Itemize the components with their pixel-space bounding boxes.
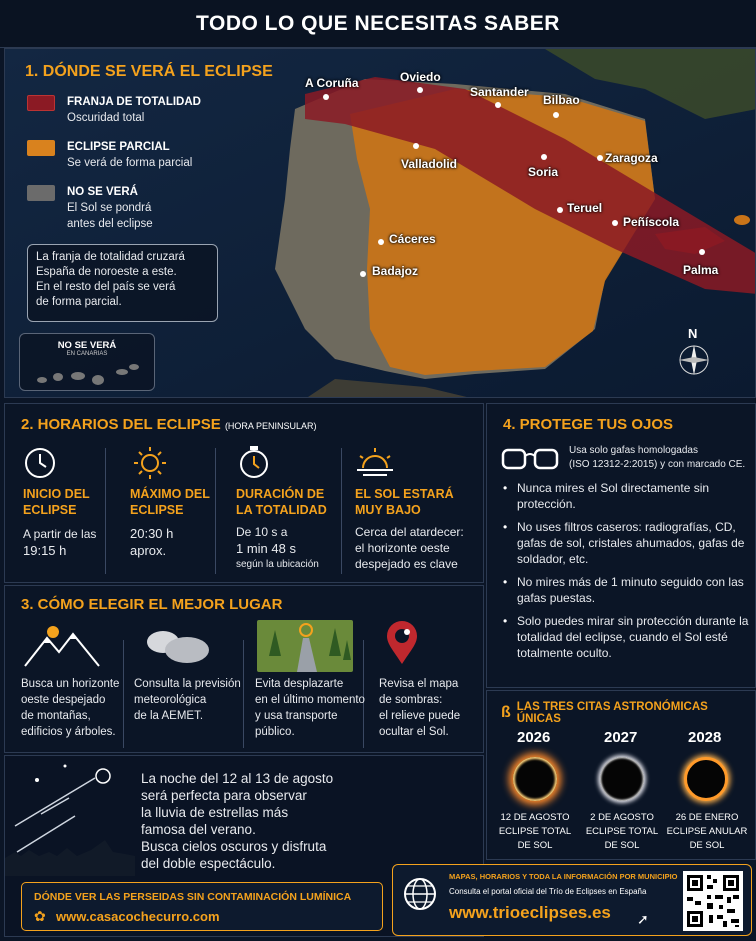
schedule-title: ECLIPSE (23, 503, 77, 517)
event-info (574, 811, 670, 853)
trio-logo-icon: ß (501, 704, 511, 721)
schedule-value: 20:30 h (130, 526, 174, 541)
legend-none-desc1: El Sol se pondrá (67, 202, 152, 214)
city-label: Palma (683, 263, 719, 277)
section1-heading: 1. DÓNDE SE VERÁ EL ECLIPSE (25, 63, 273, 80)
event-info (487, 811, 583, 853)
legend-partial-title: ECLIPSE PARCIAL (67, 141, 170, 153)
city-dot (553, 112, 559, 118)
map-pin-icon (385, 620, 419, 666)
section3-heading: 3. CÓMO ELEGIR EL MEJOR LUGAR (21, 596, 283, 613)
city-label: Cáceres (389, 232, 436, 246)
tip-line: público. (255, 726, 295, 738)
canarias-label: NO SE VERÁ (57, 340, 117, 351)
event-type: ECLIPSE ANULAR (666, 826, 748, 837)
city-dot (597, 155, 603, 161)
section4-heading: 4. PROTEGE TUS OJOS (503, 416, 674, 433)
page-title: TODO LO QUE NECESITAS SABER (196, 12, 560, 35)
compass-n-label: N (688, 326, 698, 341)
legend-swatch-none (27, 185, 55, 201)
event-year: 2027 (604, 729, 638, 746)
tip-text (21, 676, 119, 740)
event-type: ECLIPSE TOTAL (585, 826, 659, 837)
tip-line: Consulta la previsión (134, 678, 241, 690)
city-dot (699, 249, 705, 255)
tip-line: de montañas, (21, 710, 91, 722)
trio-heading-row (501, 701, 755, 725)
perseids-line: la lluvia de estrellas más (141, 805, 289, 820)
meteor-shower-icon (5, 756, 135, 876)
list-item: • No mires más de 1 minuto seguido con las gafas puestas. (503, 574, 749, 606)
legend-none-desc2: antes del eclipse (67, 218, 153, 230)
divider (215, 448, 216, 574)
event-year: 2028 (688, 729, 722, 746)
divider (123, 640, 124, 748)
perseids-text (141, 770, 333, 872)
total-eclipse-icon (600, 757, 644, 801)
city-label: Oviedo (400, 70, 441, 84)
stopwatch-icon (237, 444, 271, 480)
schedule-value: A partir de las (23, 527, 97, 541)
event-date: 26 DE ENERO (675, 812, 739, 823)
canarias-islands (30, 360, 146, 388)
event-info (659, 811, 755, 853)
leaf-icon: ✿ (34, 908, 46, 924)
city-dot (323, 94, 329, 100)
schedule-section (4, 403, 484, 583)
schedule-value: aprox. (130, 543, 167, 558)
schedule-value: Cerca del atardecer: (355, 525, 464, 539)
schedule-title: ECLIPSE (130, 503, 184, 517)
schedule-title: EL SOL ESTARÁ (355, 487, 454, 501)
legend-none-title: NO SE VERÁ (67, 186, 138, 198)
section2-heading-sub: (HORA PENINSULAR) (224, 421, 317, 431)
trio-heading: LAS TRES CITAS ASTRONÓMICAS ÚNICAS (516, 701, 708, 725)
tip-line: Busca un horizonte (21, 678, 120, 690)
list-item: • Nunca mires el Sol directamente sin protección. (503, 480, 749, 512)
schedule-value: despejado es clave (355, 557, 458, 571)
section2-heading (21, 416, 316, 433)
road-icon (257, 620, 353, 672)
city-label: Badajoz (372, 264, 419, 278)
tip-line: oeste despejado (21, 694, 106, 706)
title-bar (0, 0, 756, 48)
schedule-value: De 10 s a (236, 525, 288, 539)
tip-text (134, 676, 241, 724)
tip-line: Evita desplazarte (255, 678, 344, 690)
tip-line: Revisa el mapa (379, 678, 459, 690)
tip-line: ocultar el Sol. (379, 726, 449, 738)
legend-totality-title: FRANJA DE TOTALIDAD (67, 96, 201, 108)
schedule-value: 19:15 h (23, 543, 67, 558)
glasses-note (569, 444, 745, 472)
portal-sub: Consulta el portal oficial del Trío de Eclipses en España (449, 887, 647, 896)
portal-title: MAPAS, HORARIOS Y TODA LA INFORMACIÓN POR MUNICIPIO (449, 872, 678, 881)
map-section (4, 48, 756, 398)
event-year: 2026 (517, 729, 551, 746)
glasses-line: Usa solo gafas homologadas (569, 445, 698, 456)
tip-text (379, 676, 460, 740)
map-note-line: de forma parcial. (36, 296, 122, 308)
city-label: Teruel (567, 201, 603, 215)
tip-line: el relieve puede (379, 710, 461, 722)
perseids-line: será perfecta para observar (141, 788, 307, 803)
glasses-line: (ISO 12312-2:2015) y con marcado CE. (569, 459, 746, 470)
city-dot (495, 102, 501, 108)
cursor-icon: ➚ (637, 911, 649, 927)
compass-icon (677, 343, 711, 377)
city-label: Santander (470, 85, 529, 99)
schedule-title: MUY BAJO (355, 503, 421, 517)
qr-code-icon[interactable] (683, 871, 743, 931)
tip-line: meteorológica (134, 694, 207, 706)
divider (243, 640, 244, 748)
cloud-icon (141, 626, 213, 666)
tip-line: de la AEMET. (134, 710, 204, 722)
eye-protection-section (486, 403, 756, 688)
city-label: Soria (528, 165, 559, 179)
schedule-title: INICIO DEL (23, 487, 90, 501)
mountain-icon (23, 620, 101, 668)
tip-line: en el último momento (255, 694, 365, 706)
event-type: ECLIPSE TOTAL (498, 826, 572, 837)
city-dot (417, 87, 423, 93)
globe-icon (403, 877, 437, 911)
city-dot (557, 207, 563, 213)
legend-swatch-partial (27, 140, 55, 156)
perseids-link-title: DÓNDE VER LAS PERSEIDAS SIN CONTAMINACIÓN LUMÍNICA (34, 891, 352, 903)
sunset-icon (355, 446, 395, 480)
total-eclipse-icon (513, 757, 557, 801)
divider (105, 448, 106, 574)
city-dot (360, 271, 366, 277)
perseids-line: Busca cielos oscuros y disfruta (141, 839, 327, 854)
event-date: 2 DE AGOSTO (590, 812, 654, 823)
legend-swatch-totality (27, 95, 55, 111)
glasses-icon (499, 446, 561, 472)
trio-section (486, 690, 756, 860)
section2-heading-text: 2. HORARIOS DEL ECLIPSE (21, 416, 221, 433)
portal-url[interactable]: www.trioeclipses.es (449, 903, 611, 922)
list-item: • No uses filtros caseros: radiografías, CD, gafas de sol, cristales ahumados, gafas de soldador, etc. (503, 519, 749, 567)
clock-icon (23, 446, 57, 480)
city-label: Valladolid (401, 157, 458, 171)
location-section (4, 585, 484, 753)
city-label: Bilbao (543, 93, 580, 107)
canarias-sub: EN CANARIAS (66, 351, 108, 357)
map-note-line: La franja de totalidad cruzará (36, 251, 185, 263)
schedule-title: LA TOTALIDAD (236, 503, 327, 517)
city-dot (378, 239, 384, 245)
schedule-note: según la ubicación (236, 559, 319, 570)
city-label: A Coruña (305, 76, 359, 90)
schedule-value: 1 min 48 s (236, 541, 296, 556)
portal-link-box[interactable] (392, 864, 752, 936)
legend-partial-desc: Se verá de forma parcial (67, 157, 193, 169)
city-dot (413, 143, 419, 149)
event-type: DE SOL (689, 840, 725, 851)
schedule-title: MÁXIMO DEL (130, 487, 210, 501)
event-type: DE SOL (517, 840, 553, 851)
perseids-line: famosa del verano. (141, 822, 256, 837)
map-note-line: En el resto del país se verá (36, 281, 176, 293)
tip-line: edificios y árboles. (21, 726, 116, 738)
legend-totality-desc: Oscuridad total (67, 112, 145, 124)
tip-text (255, 676, 365, 740)
annular-eclipse-icon (684, 757, 728, 801)
canarias-inset (19, 333, 155, 391)
sun-icon (132, 446, 168, 480)
city-dot (612, 220, 618, 226)
divider (341, 448, 342, 574)
map-note-box (27, 244, 218, 322)
perseids-link-box[interactable] (21, 882, 383, 931)
list-item: • Solo puedes mirar sin protección durante la totalidad del eclipse, cuando el Sol esté totalmente oculto. (503, 613, 749, 661)
city-dot (541, 154, 547, 160)
perseids-line: del doble espectáculo. (141, 856, 276, 871)
perseids-line: La noche del 12 al 13 de agosto (141, 771, 334, 786)
tip-line: y usa transporte (255, 710, 338, 722)
city-label: Zaragoza (605, 151, 658, 165)
schedule-value: el horizonte oeste (355, 541, 450, 555)
event-type: DE SOL (604, 840, 640, 851)
eye-safety-list (503, 480, 749, 668)
event-date: 12 DE AGOSTO (500, 812, 570, 823)
schedule-title: DURACIÓN DE (236, 487, 325, 501)
map-note-line: España de noroeste a este. (36, 266, 177, 278)
perseids-link-url[interactable]: www.casacochecurro.com (56, 909, 220, 924)
tip-line: de sombras: (379, 694, 443, 706)
city-label: Peñíscola (623, 215, 680, 229)
